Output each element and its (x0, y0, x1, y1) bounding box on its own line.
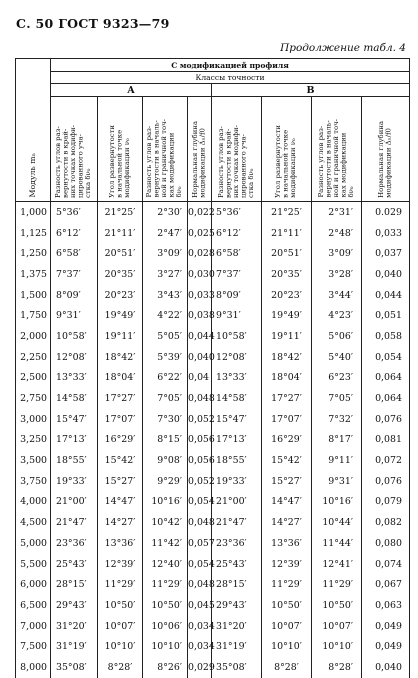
table-cell: 8°28′ (98, 657, 143, 678)
table-cell: 18°04′ (262, 368, 312, 389)
table-cell: 28°15′ (51, 574, 98, 595)
table-cell: 21°00′ (212, 492, 262, 513)
col-a-pitch-diff-bound-label: Разность углов раз- вернутости в началь- ной и граничной точ- ках модификации δν₀ (145, 119, 184, 198)
table-row (16, 554, 410, 575)
table-cell: 3°09′ (312, 243, 362, 264)
table-cell: 12°40′ (143, 554, 188, 575)
table-cell: 5°36′ (51, 202, 98, 223)
module-value: 1,375 (16, 264, 51, 285)
table-cell: 10°50′ (312, 595, 362, 616)
table-cell: 0,064 (362, 368, 410, 389)
module-value: 3,250 (16, 430, 51, 451)
table-cell: 21°11′ (98, 223, 143, 244)
table-cell: 17°07′ (262, 409, 312, 430)
table-cell: 14°58′ (212, 388, 262, 409)
table-cell: 11°29′ (312, 574, 362, 595)
col-a-depth-label: Нормальная глубина модификации Δₙ/f0 (191, 121, 207, 198)
table-cell: 7°37′ (212, 264, 262, 285)
module-value: 3,000 (16, 409, 51, 430)
table-cell: 13°36′ (262, 533, 312, 554)
table-cell: 14°47′ (262, 492, 312, 513)
table-cell: 0,051 (362, 305, 410, 326)
module-value: 7,500 (16, 636, 51, 657)
table-cell: 21°00′ (51, 492, 98, 513)
table-cell: 0,034 (188, 616, 212, 637)
col-b-pitch-diff (212, 97, 262, 202)
table-cell: 2°48′ (312, 223, 362, 244)
table-cell: 6°22′ (143, 368, 188, 389)
table-cell: 4°22′ (143, 305, 188, 326)
table-cell: 0,044 (362, 285, 410, 306)
table-cell: 19°49′ (98, 305, 143, 326)
table-cell: 9°31′ (212, 305, 262, 326)
table-cell: 3°09′ (143, 243, 188, 264)
table-cell: 0,044 (188, 326, 212, 347)
table-cell: 0,029 (188, 657, 212, 678)
table-cell: 12°08′ (51, 347, 98, 368)
table-row (16, 347, 410, 368)
table-cell: 19°49′ (262, 305, 312, 326)
table-cell: 17°13′ (51, 430, 98, 451)
table-cell: 25°43′ (51, 554, 98, 575)
module-value: 1,125 (16, 223, 51, 244)
table-cell: 16°29′ (262, 430, 312, 451)
table-cell: 8°17′ (312, 430, 362, 451)
table-cell: 8°28′ (312, 657, 362, 678)
table-cell: 0,064 (362, 388, 410, 409)
table-cell: 8°28′ (262, 657, 312, 678)
table-cell: 21°11′ (262, 223, 312, 244)
table-cell: 0,04 (188, 368, 212, 389)
table-cell: 20°51′ (98, 243, 143, 264)
table-cell: 0,048 (188, 574, 212, 595)
table-cell: 9°11′ (312, 450, 362, 471)
module-header: Модуль mₙ (27, 153, 37, 198)
table-cell: 10°07′ (98, 616, 143, 637)
table-cell: 35°08′ (212, 657, 262, 678)
col-b-pitch-diff-label: Разность углов раз- вернутости в край- них точках модифи- цированного уча- стка δν₀ (216, 125, 255, 198)
table-cell: 5°06′ (312, 326, 362, 347)
table-row (16, 368, 410, 389)
table-cell: 21°47′ (212, 512, 262, 533)
col-b-unroll-angle-label: Угол развернутости в начальной точке модификации ν₀ (274, 125, 298, 198)
table-cell: 15°27′ (262, 471, 312, 492)
table-cell: 2°47′ (143, 223, 188, 244)
table-cell: 0,033 (362, 223, 410, 244)
table-cell: 17°07′ (98, 409, 143, 430)
table-cell: 10°16′ (143, 492, 188, 513)
table-cell: 12°39′ (98, 554, 143, 575)
table-row (16, 202, 410, 223)
page-number-and-standard: С. 50 ГОСТ 9323—79 (16, 16, 170, 31)
table-cell: 31°20′ (212, 616, 262, 637)
table-cell: 19°33′ (51, 471, 98, 492)
table-cell: 3°44′ (312, 285, 362, 306)
table-cell: 18°55′ (51, 450, 98, 471)
table-cell: 9°31′ (312, 471, 362, 492)
table-cell: 7°32′ (312, 409, 362, 430)
table-cell: 0,049 (362, 636, 410, 657)
table-row (16, 471, 410, 492)
table-cell: 10°10′ (262, 636, 312, 657)
table-cell: 17°27′ (98, 388, 143, 409)
table-cell: 0,081 (362, 430, 410, 451)
table-cell: 13°33′ (212, 368, 262, 389)
module-value: 2,000 (16, 326, 51, 347)
table-cell: 13°36′ (98, 533, 143, 554)
table-cell: 7°30′ (143, 409, 188, 430)
table-cell: 16°29′ (98, 430, 143, 451)
table-row (16, 533, 410, 554)
module-value: 6,000 (16, 574, 51, 595)
table-row (16, 223, 410, 244)
table-cell: 20°35′ (98, 264, 143, 285)
col-b-depth-label: Нормальная глубина модификации Δₙ/f0 (377, 121, 393, 198)
table-cell: 17°13′ (212, 430, 262, 451)
table-cell: 3°28′ (312, 264, 362, 285)
table-cell: 31°19′ (51, 636, 98, 657)
module-value: 2,750 (16, 388, 51, 409)
table-cell: 8°09′ (51, 285, 98, 306)
class-b-header: В (212, 84, 410, 97)
table-cell: 19°11′ (98, 326, 143, 347)
table-cell: 6°58′ (212, 243, 262, 264)
table-cell: 0,074 (362, 554, 410, 575)
table-cell: 10°44′ (312, 512, 362, 533)
module-value: 1,750 (16, 305, 51, 326)
table-cell: 11°29′ (262, 574, 312, 595)
table-cell: 0,058 (362, 326, 410, 347)
table-cell: 9°08′ (143, 450, 188, 471)
table-cell: 19°11′ (262, 326, 312, 347)
module-value: 3,750 (16, 471, 51, 492)
table-cell: 10°50′ (143, 595, 188, 616)
table-cell: 0,030 (188, 264, 212, 285)
col-b-pitch-diff-bound (312, 97, 362, 202)
table-cell: 6°23′ (312, 368, 362, 389)
table-cell: 0,054 (188, 492, 212, 513)
table-cell: 9°31′ (51, 305, 98, 326)
table-cell: 7°05′ (143, 388, 188, 409)
table-row (16, 388, 410, 409)
table-cell: 12°41′ (312, 554, 362, 575)
table-cell: 29°43′ (212, 595, 262, 616)
table-cell: 0,076 (362, 471, 410, 492)
table-cell: 18°55′ (212, 450, 262, 471)
table-cell: 0,033 (188, 285, 212, 306)
module-value: 1,000 (16, 202, 51, 223)
table-cell: 10°58′ (51, 326, 98, 347)
table-row (16, 636, 410, 657)
table-cell: 23°36′ (51, 533, 98, 554)
module-value: 4,000 (16, 492, 51, 513)
table-cell: 0,063 (362, 595, 410, 616)
module-value: 1,250 (16, 243, 51, 264)
table-cell: 0,048 (188, 388, 212, 409)
table-cell: 0,040 (362, 264, 410, 285)
module-value: 2,500 (16, 368, 51, 389)
table-cell: 0,056 (188, 450, 212, 471)
table-cell: 0,048 (188, 512, 212, 533)
table-cell: 3°27′ (143, 264, 188, 285)
table-cell: 0,080 (362, 533, 410, 554)
table-cell: 14°27′ (262, 512, 312, 533)
table-cell: 0,034 (188, 636, 212, 657)
table-cell: 13°33′ (51, 368, 98, 389)
table-cell: 10°50′ (98, 595, 143, 616)
table-cell: 2°30′ (143, 202, 188, 223)
table-cell: 20°23′ (262, 285, 312, 306)
table-cell: 28°15′ (212, 574, 262, 595)
col-a-pitch-diff-label: Разность углов раз- вернутости в край- них точках модифи- цированного уча- стка δν₀ (54, 125, 93, 198)
table-cell: 5°36′ (212, 202, 262, 223)
table-row (16, 305, 410, 326)
table-cell: 5°39′ (143, 347, 188, 368)
table-cell: 21°25′ (98, 202, 143, 223)
module-value: 6,500 (16, 595, 51, 616)
table-cell: 0,067 (362, 574, 410, 595)
table-cell: 11°29′ (143, 574, 188, 595)
table-cell: 0,056 (188, 430, 212, 451)
table-cell: 17°27′ (262, 388, 312, 409)
col-a-pitch-diff-bound (143, 97, 188, 202)
table-row (16, 574, 410, 595)
table-cell: 15°47′ (212, 409, 262, 430)
table-cell: 10°50′ (262, 595, 312, 616)
table-cell: 14°27′ (98, 512, 143, 533)
table-cell: 0,028 (188, 243, 212, 264)
table-cell: 11°29′ (98, 574, 143, 595)
class-a-header: А (51, 84, 212, 97)
table-row (16, 285, 410, 306)
table-cell: 0,022 (188, 202, 212, 223)
table-cell: 0,052 (188, 471, 212, 492)
table-cell: 15°42′ (262, 450, 312, 471)
table-cell: 18°42′ (98, 347, 143, 368)
col-a-depth (188, 97, 212, 202)
table-cell: 0,072 (362, 450, 410, 471)
module-header-cell (16, 59, 51, 202)
table-cell: 18°04′ (98, 368, 143, 389)
module-value: 5,000 (16, 533, 51, 554)
table-cell: 31°19′ (212, 636, 262, 657)
table-cell: 23°36′ (212, 533, 262, 554)
table-cell: 14°58′ (51, 388, 98, 409)
table-row (16, 512, 410, 533)
table-cell: 8°15′ (143, 430, 188, 451)
table-cell: 15°42′ (98, 450, 143, 471)
table-cell: 20°51′ (262, 243, 312, 264)
module-value: 8,000 (16, 657, 51, 678)
table-cell: 7°37′ (51, 264, 98, 285)
table-cell: 10°16′ (312, 492, 362, 513)
table-cell: 20°23′ (98, 285, 143, 306)
table-row (16, 264, 410, 285)
table-cell: 12°39′ (262, 554, 312, 575)
table-cell: 18°42′ (262, 347, 312, 368)
table-cell: 0,082 (362, 512, 410, 533)
table-cell: 0,079 (362, 492, 410, 513)
table-cell: 6°12′ (51, 223, 98, 244)
gear-modification-table (15, 58, 410, 678)
table-cell: 0,037 (362, 243, 410, 264)
table-continuation-title: Продолжение табл. 4 (280, 42, 406, 54)
module-value: 2,250 (16, 347, 51, 368)
table-cell: 20°35′ (262, 264, 312, 285)
table-cell: 15°27′ (98, 471, 143, 492)
accuracy-classes-header: Классы точности (51, 72, 410, 84)
table-cell: 29°43′ (51, 595, 98, 616)
table-cell: 21°47′ (51, 512, 98, 533)
module-value: 3,500 (16, 450, 51, 471)
table-cell: 0.029 (362, 202, 410, 223)
table-row (16, 409, 410, 430)
table-cell: 0,040 (362, 657, 410, 678)
table-cell: 3°43′ (143, 285, 188, 306)
col-a-unroll-angle (98, 97, 143, 202)
table-cell: 4°23′ (312, 305, 362, 326)
table-cell: 2°31′ (312, 202, 362, 223)
table-body (16, 202, 410, 678)
table-row (16, 243, 410, 264)
col-a-unroll-angle-label: Угол развернутости в начальной точке модификации ν₀ (107, 125, 131, 198)
table-cell: 10°10′ (143, 636, 188, 657)
table-cell: 9°29′ (143, 471, 188, 492)
module-value: 5,500 (16, 554, 51, 575)
table-cell: 0,057 (188, 533, 212, 554)
table-row (16, 450, 410, 471)
module-value: 7,000 (16, 616, 51, 637)
table-cell: 11°44′ (312, 533, 362, 554)
col-b-pitch-diff-bound-label: Разность углов раз- вернутости в началь- ной и граничной точ- ках модификации δν₀ (316, 119, 355, 198)
col-b-depth (362, 97, 410, 202)
table-cell: 5°05′ (143, 326, 188, 347)
table-cell: 14°47′ (98, 492, 143, 513)
table-cell: 21°25′ (262, 202, 312, 223)
table-row (16, 657, 410, 678)
table-cell: 0,049 (362, 616, 410, 637)
table-cell: 0,038 (188, 305, 212, 326)
table-cell: 6°12′ (212, 223, 262, 244)
table-cell: 10°07′ (312, 616, 362, 637)
module-value: 1,500 (16, 285, 51, 306)
table-cell: 0,040 (188, 347, 212, 368)
table-cell: 10°58′ (212, 326, 262, 347)
col-a-pitch-diff (51, 97, 98, 202)
modification-header: С модификацией профиля (51, 59, 410, 72)
table-cell: 11°42′ (143, 533, 188, 554)
table-row (16, 430, 410, 451)
table-cell: 15°47′ (51, 409, 98, 430)
table-cell: 0,045 (188, 595, 212, 616)
table-cell: 10°07′ (262, 616, 312, 637)
table-cell: 19°33′ (212, 471, 262, 492)
table-row (16, 595, 410, 616)
table-cell: 10°10′ (98, 636, 143, 657)
table-cell: 31°20′ (51, 616, 98, 637)
table-cell: 0,025 (188, 223, 212, 244)
table-row (16, 492, 410, 513)
table-cell: 10°06′ (143, 616, 188, 637)
table-cell: 0,054 (362, 347, 410, 368)
table-cell: 10°42′ (143, 512, 188, 533)
table-row (16, 616, 410, 637)
table-cell: 0,076 (362, 409, 410, 430)
table-cell: 5°40′ (312, 347, 362, 368)
table-cell: 25°43′ (212, 554, 262, 575)
table-cell: 12°08′ (212, 347, 262, 368)
col-b-unroll-angle (262, 97, 312, 202)
module-value: 4,500 (16, 512, 51, 533)
table-cell: 7°05′ (312, 388, 362, 409)
table-cell: 0,052 (188, 409, 212, 430)
table-cell: 8°26′ (143, 657, 188, 678)
table-cell: 10°10′ (312, 636, 362, 657)
table-cell: 35°08′ (51, 657, 98, 678)
table-cell: 8°09′ (212, 285, 262, 306)
table-cell: 0,054 (188, 554, 212, 575)
table-row (16, 326, 410, 347)
table-cell: 6°58′ (51, 243, 98, 264)
